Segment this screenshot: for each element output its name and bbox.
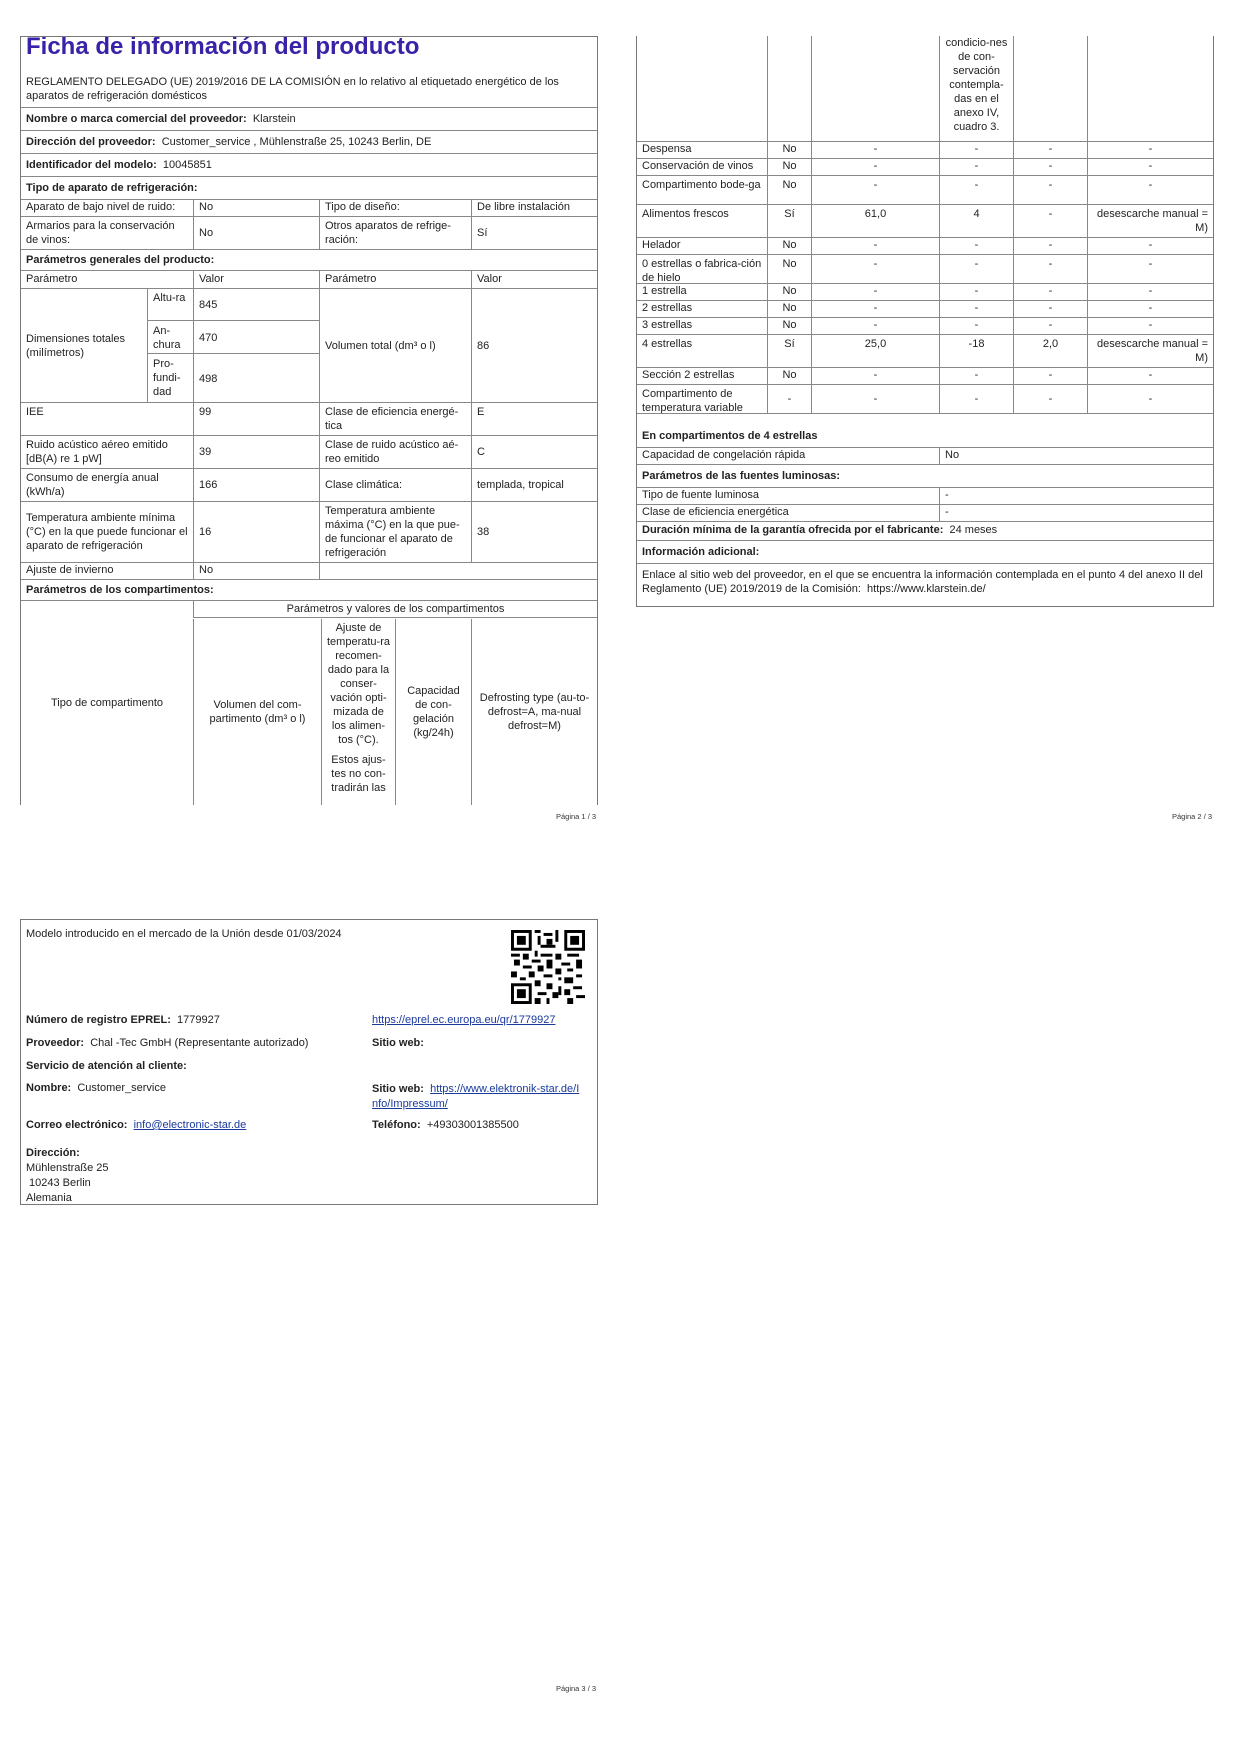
col-value-2: Valor [471, 271, 597, 288]
compartment-volume: - [811, 255, 939, 283]
name-value: Customer_service [77, 1082, 166, 1094]
compartment-present: No [767, 238, 811, 254]
compartment-volume: - [811, 318, 939, 334]
additional-text: Enlace al sitio web del proveedor, en el que se encuentra la información contemplada en el punto 4 del anexo II del Reglamento (UE) 2019/2019 de la Comisión: [642, 569, 1203, 595]
additional-url[interactable]: https://www.klarstein.de/ [867, 583, 986, 595]
compartment-freeze: - [1013, 385, 1087, 413]
design-type-label: Tipo de diseño: [319, 200, 471, 216]
compartment-name: Helador [642, 239, 681, 251]
energy-label: Consumo de energía anual (kWh/a) [26, 472, 159, 498]
compartment-name: Compartimento de temperatura variable [642, 388, 743, 413]
noise-value: 39 [193, 436, 319, 468]
compartment-freeze: - [1013, 255, 1087, 283]
title-row [21, 37, 597, 73]
compartment-freeze: - [1013, 284, 1087, 300]
climate-label: Clase climática: [319, 469, 471, 501]
compartment-defrost: - [1087, 301, 1213, 317]
col-param-2: Parámetro [319, 271, 471, 288]
compartment-temp: 4 [939, 205, 1013, 237]
compartment-name: 3 estrellas [642, 319, 693, 331]
compartment-row [637, 284, 1213, 301]
col-value-1: Valor [193, 271, 319, 288]
provider-value: Chal -Tec GmbH (Representante autorizado) [90, 1037, 309, 1049]
compartment-temp: - [939, 284, 1013, 300]
comp-freeze-label: Capacidad de con-gelación (kg/24h) [395, 619, 471, 805]
four-star-header: En compartimentos de 4 estrellas [642, 430, 818, 442]
email-link[interactable]: info@electronic-star.de [133, 1119, 247, 1131]
dims-label: Dimensiones totales (milímetros) [26, 332, 126, 359]
compartment-defrost: desescarche manual = M) [1087, 335, 1213, 367]
address-value: Customer_service , Mühlenstraße 25, 10243 Berlin, DE [161, 136, 432, 148]
light-class-value: - [939, 505, 1213, 521]
compartment-defrost: - [1087, 142, 1213, 158]
comp-type-label: Tipo de compartimento [50, 697, 164, 709]
website-label: Sitio web: [372, 1037, 424, 1049]
address-line1: Mühlenstraße 25 [26, 1162, 109, 1174]
wine-label: Armarios para la conservación de vinos: [26, 220, 175, 246]
compartment-row [637, 255, 1213, 284]
general-header: Parámetros generales del producto: [26, 254, 215, 266]
comp-continuation: condicio-nes de con-servación contempla-das en el anexo IV, cuadro 3. [939, 36, 1013, 141]
compartment-freeze: - [1013, 318, 1087, 334]
winter-value: No [193, 563, 319, 579]
width-value: 470 [194, 322, 320, 354]
model-value: 10045851 [162, 159, 212, 171]
compartment-defrost: - [1087, 159, 1213, 175]
eprel-label: Número de registro EPREL: [26, 1014, 171, 1026]
compartment-temp: - [939, 176, 1013, 204]
noise-label: Ruido acústico aéreo emitido [dB(A) re 1 pW] [26, 439, 168, 465]
appliance-type-header: Tipo de aparato de refrigeración: [26, 182, 198, 194]
fast-freeze-value: No [939, 448, 1213, 464]
compartment-row [637, 205, 1213, 238]
depth-label: Pro-fundi-dad [153, 358, 181, 398]
compartment-temp: - [939, 238, 1013, 254]
page-number-2: Página 2 / 3 [1172, 812, 1213, 821]
regulation-text: REGLAMENTO DELEGADO (UE) 2019/2016 DE LA COMISIÓN en lo relativo al etiquetado energético de los aparatos de refrigeración domésticos [26, 76, 559, 102]
compartment-defrost: - [1087, 368, 1213, 384]
phone-value: +49303001385500 [426, 1119, 519, 1131]
width-label: An-chura [148, 322, 194, 354]
light-type-value: - [939, 488, 1213, 504]
compartment-name: 1 estrella [642, 285, 687, 297]
compartment-present: No [767, 176, 811, 204]
compartment-freeze: - [1013, 238, 1087, 254]
light-header: Parámetros de las fuentes luminosas: [642, 470, 841, 482]
compartment-temp: - [939, 318, 1013, 334]
supplier-value: Klarstein [252, 113, 296, 125]
additional-header: Información adicional: [642, 546, 760, 558]
compartment-present: No [767, 142, 811, 158]
page-number-1: Página 1 / 3 [556, 812, 597, 821]
compartment-row [637, 301, 1213, 318]
winter-label: Ajuste de invierno [26, 564, 114, 576]
compartment-name: 2 estrellas [642, 302, 693, 314]
compartments-header: Parámetros de los compartimentos: [26, 584, 214, 596]
provider-label: Proveedor: [26, 1037, 85, 1049]
min-temp-value: 16 [193, 502, 319, 562]
compartment-name: Sección 2 estrellas [642, 369, 735, 381]
comp-volume-label: Volumen del com-partimento (dm³ o l) [193, 619, 321, 805]
depth-value: 498 [199, 372, 218, 385]
compartment-row [637, 368, 1213, 385]
compartment-name: 4 estrellas [642, 338, 693, 350]
light-class-label: Clase de eficiencia energética [642, 506, 789, 518]
compartment-name: Compartimento bode-ga [642, 179, 761, 191]
eprel-link[interactable]: https://eprel.ec.europa.eu/qr/1779927 [372, 1014, 556, 1026]
comp-temp-label-1: Ajuste de temperatu-ra recomen-dado para la conser-vación opti-mizada de los alimen-tos (°C). [327, 622, 390, 746]
col-param-1: Parámetro [26, 273, 78, 285]
eff-class-label: Clase de eficiencia energé-tica [319, 403, 471, 435]
compartment-row [637, 385, 1213, 414]
fast-freeze-label: Capacidad de congelación rápida [642, 449, 806, 461]
compartment-temp: - [939, 142, 1013, 158]
compartment-present: - [767, 385, 811, 413]
compartment-defrost: - [1087, 385, 1213, 413]
compartment-freeze: - [1013, 176, 1087, 204]
compartment-row [637, 335, 1213, 368]
compartment-row [637, 159, 1213, 176]
compartment-volume: - [811, 301, 939, 317]
energy-value: 166 [193, 469, 319, 501]
compartment-volume: - [811, 368, 939, 384]
compartment-name: Conservación de vinos [642, 160, 754, 172]
compartment-defrost: - [1087, 318, 1213, 334]
website2-label: Sitio web: [372, 1083, 424, 1095]
page2-sheet [636, 36, 1214, 607]
comp-temp-label-2: Estos ajus-tes no con-tradirán las [331, 754, 386, 794]
compartment-freeze: - [1013, 205, 1087, 237]
compartment-volume: - [811, 238, 939, 254]
website2-link-2[interactable]: nfo/Impressum/ [372, 1098, 448, 1110]
compartment-name: Despensa [642, 143, 692, 155]
low-noise-value: No [193, 200, 319, 216]
compartment-defrost: - [1087, 284, 1213, 300]
compartment-row [637, 318, 1213, 335]
phone-label: Teléfono: [372, 1119, 421, 1131]
compartment-row [637, 142, 1213, 159]
iee-value: 99 [193, 403, 319, 435]
iee-label: IEE [26, 406, 44, 418]
comp-defrost-label: Defrosting type (au-to-defrost=A, ma-nual defrost=M) [471, 619, 597, 805]
website2-link-1[interactable]: https://www.elektronik-star.de/I [430, 1083, 580, 1095]
compartment-freeze: - [1013, 301, 1087, 317]
regulation-row [21, 73, 597, 108]
compartment-volume: 61,0 [811, 205, 939, 237]
climate-value: templada, tropical [471, 469, 597, 501]
volume-value: 86 [471, 289, 597, 402]
compartment-volume: 25,0 [811, 335, 939, 367]
other-label: Otros aparatos de refrige-ración: [319, 217, 471, 249]
compartment-temp: -18 [939, 335, 1013, 367]
compartment-present: No [767, 255, 811, 283]
supplier-label: Nombre o marca comercial del proveedor: [26, 113, 247, 125]
compartment-freeze: - [1013, 142, 1087, 158]
compartment-name: 0 estrellas o fabrica-ción de hielo [642, 258, 762, 283]
volume-label: Volumen total (dm³ o l) [319, 289, 471, 402]
compartment-row [637, 176, 1213, 205]
page-number-3: Página 3 / 3 [556, 1684, 597, 1693]
compartment-present: Sí [767, 205, 811, 237]
compartment-temp: - [939, 255, 1013, 283]
comp-params-header: Parámetros y valores de los compartimentos [193, 601, 597, 618]
compartment-present: No [767, 368, 811, 384]
compartment-row [637, 238, 1213, 255]
model-label: Identificador del modelo: [26, 159, 157, 171]
design-type-value: De libre instalación [471, 200, 597, 216]
compartment-name: Alimentos frescos [642, 208, 729, 220]
name-label: Nombre: [26, 1082, 72, 1094]
compartment-freeze: - [1013, 159, 1087, 175]
address-line3: Alemania [26, 1192, 72, 1204]
address3-label: Dirección: [26, 1147, 80, 1159]
compartment-defrost: - [1087, 255, 1213, 283]
warranty-label: Duración mínima de la garantía ofrecida por el fabricante: [642, 524, 944, 536]
compartment-temp: - [939, 368, 1013, 384]
warranty-value: 24 meses [949, 524, 998, 536]
compartment-present: No [767, 301, 811, 317]
noise-class-value: C [471, 436, 597, 468]
max-temp-value: 38 [471, 502, 597, 562]
noise-class-label: Clase de ruido acústico aé-reo emitido [319, 436, 471, 468]
height-value: 845 [194, 289, 320, 321]
email-label: Correo electrónico: [26, 1119, 128, 1131]
light-type-label: Tipo de fuente luminosa [642, 489, 759, 501]
eff-class-value: E [471, 403, 597, 435]
low-noise-label: Aparato de bajo nivel de ruido: [26, 201, 176, 213]
compartment-present: No [767, 159, 811, 175]
compartment-present: No [767, 318, 811, 334]
compartment-freeze: - [1013, 368, 1087, 384]
max-temp-label: Temperatura ambiente máxima (°C) en la que pue-de funcionar el aparato de refrigeración [319, 502, 471, 562]
compartment-present: No [767, 284, 811, 300]
page-title: Ficha de información del producto [26, 37, 420, 60]
compartment-freeze: 2,0 [1013, 335, 1087, 367]
compartment-volume: - [811, 385, 939, 413]
compartment-present: Sí [767, 335, 811, 367]
page3-sheet [20, 919, 598, 1205]
market-text: Modelo introducido en el mercado de la Unión desde 01/03/2024 [26, 928, 342, 940]
qr-code-icon [511, 930, 585, 1004]
height-label: Altu-ra [148, 289, 194, 321]
service-header: Servicio de atención al cliente: [26, 1060, 187, 1072]
address-line2: 10243 Berlin [29, 1177, 91, 1189]
compartment-temp: - [939, 159, 1013, 175]
compartment-defrost: - [1087, 176, 1213, 204]
min-temp-label: Temperatura ambiente mínima (°C) en la que puede funcionar el aparato de refrigeración [26, 512, 188, 552]
address-label: Dirección del proveedor: [26, 136, 156, 148]
page1-sheet [20, 36, 598, 805]
compartment-volume: - [811, 142, 939, 158]
compartment-volume: - [811, 284, 939, 300]
other-value: Sí [471, 217, 597, 249]
compartment-volume: - [811, 176, 939, 204]
eprel-value: 1779927 [176, 1014, 220, 1026]
compartment-defrost: desescarche manual = M) [1087, 205, 1213, 237]
compartment-temp: - [939, 301, 1013, 317]
compartment-defrost: - [1087, 238, 1213, 254]
wine-value: No [193, 217, 319, 249]
compartment-volume: - [811, 159, 939, 175]
compartment-temp: - [939, 385, 1013, 413]
